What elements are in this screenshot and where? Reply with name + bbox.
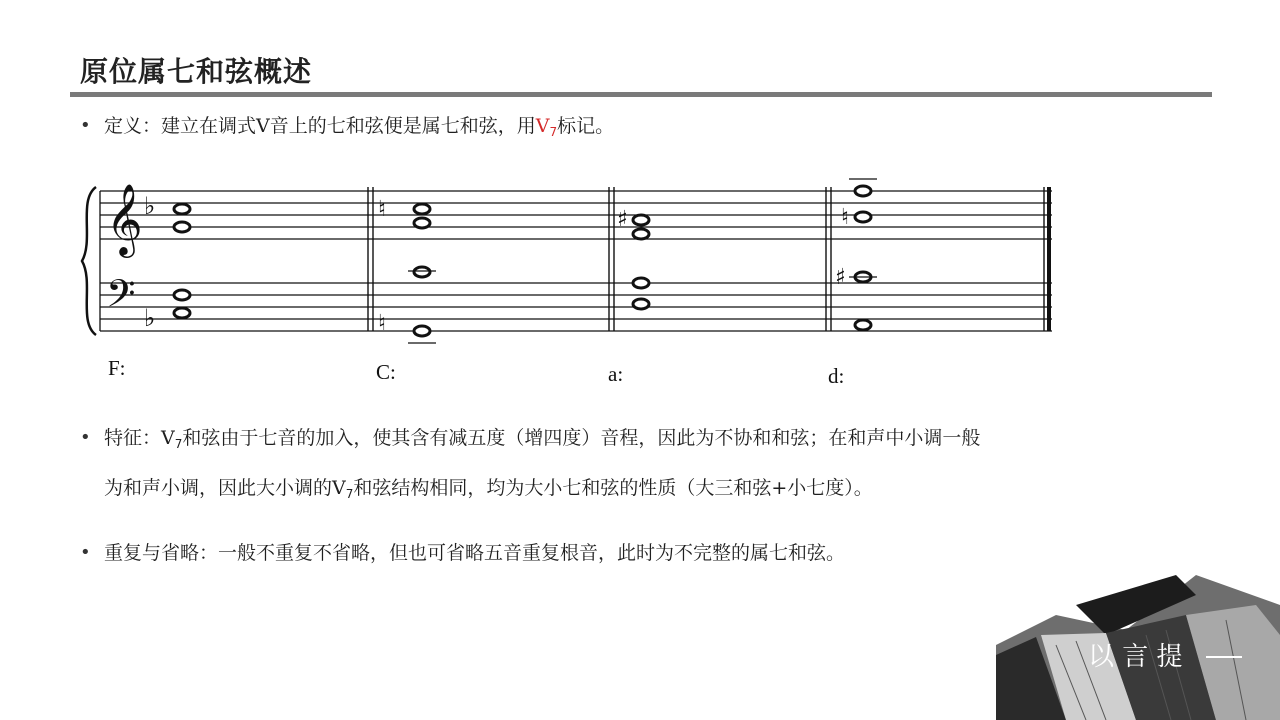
definition-symbol-sub: 7 bbox=[549, 125, 558, 139]
whole-note bbox=[414, 204, 430, 214]
whole-note bbox=[633, 215, 649, 225]
whole-note bbox=[174, 308, 190, 318]
whole-note bbox=[174, 204, 190, 214]
definition-suffix: 标记。 bbox=[557, 115, 615, 137]
sharp-icon: ♯ bbox=[617, 207, 628, 232]
features-prefix: 特征： bbox=[104, 427, 162, 449]
whole-note bbox=[174, 222, 190, 232]
whole-note bbox=[855, 186, 871, 196]
features-roman-1: Ⅴ bbox=[161, 427, 175, 449]
treble-clef-icon: 𝄞 bbox=[106, 182, 143, 255]
whole-note bbox=[414, 218, 430, 228]
features-line2-prefix: 为和声小调，因此大小调的 bbox=[104, 477, 333, 499]
key-label-c: C: bbox=[376, 360, 396, 384]
page-title: 原位属七和弦概述 bbox=[80, 55, 313, 88]
sharp-icon: ♯ bbox=[835, 265, 846, 290]
doubling-bullet bbox=[80, 540, 846, 566]
natural-icon: ♮ bbox=[378, 197, 386, 222]
definition-prefix: 定义：建立在调式 bbox=[104, 115, 257, 137]
features-sub-2: 7 bbox=[345, 487, 354, 501]
natural-icon: ♮ bbox=[841, 205, 849, 230]
whole-note bbox=[855, 320, 871, 330]
whole-note bbox=[855, 212, 871, 222]
photo-caption: 以 言 提 bbox=[1088, 642, 1183, 672]
bass-clef-icon: 𝄢 bbox=[106, 271, 136, 325]
key-label-d: d: bbox=[828, 364, 845, 388]
definition-roman: Ⅴ bbox=[256, 115, 270, 137]
whole-note bbox=[174, 290, 190, 300]
key-label-a: a: bbox=[608, 362, 624, 386]
flat-icon: ♭ bbox=[144, 192, 156, 220]
natural-icon: ♮ bbox=[378, 311, 386, 336]
corner-building-photo bbox=[996, 575, 1280, 720]
whole-note bbox=[414, 326, 430, 336]
features-bullet bbox=[80, 425, 981, 457]
notes bbox=[174, 186, 871, 336]
whole-note bbox=[633, 229, 649, 239]
bullet-dot-icon: • bbox=[80, 115, 91, 136]
features-roman-2: Ⅴ bbox=[332, 477, 346, 499]
bullet-dot-icon: • bbox=[80, 542, 91, 563]
features-line2: 和弦结构相同，均为大小七和弦的性质（大三和弦+小七度）。 bbox=[353, 477, 873, 499]
features-bullet-line2 bbox=[104, 475, 873, 507]
key-label-f: F: bbox=[108, 356, 126, 380]
whole-note bbox=[633, 299, 649, 309]
brace-icon bbox=[82, 187, 96, 335]
whole-note bbox=[633, 278, 649, 288]
features-line1: 和弦由于七音的加入，使其含有减五度（增四度）音程，因此为不协和和弦；在和声中小调一般 bbox=[182, 427, 981, 449]
staff-lines bbox=[100, 191, 1052, 331]
definition-symbol: Ⅴ bbox=[535, 115, 550, 137]
whole-note bbox=[414, 267, 430, 277]
bullet-dot-icon: • bbox=[80, 427, 91, 448]
flat-icon: ♭ bbox=[144, 304, 156, 332]
barlines bbox=[368, 187, 1044, 331]
features-sub-1: 7 bbox=[174, 437, 183, 451]
definition-middle: 音上的七和弦便是属七和弦，用 bbox=[269, 115, 536, 137]
doubling-text: 重复与省略：一般不重复不省略，但也可省略五音重复根音，此时为不完整的属七和弦。 bbox=[104, 542, 846, 564]
